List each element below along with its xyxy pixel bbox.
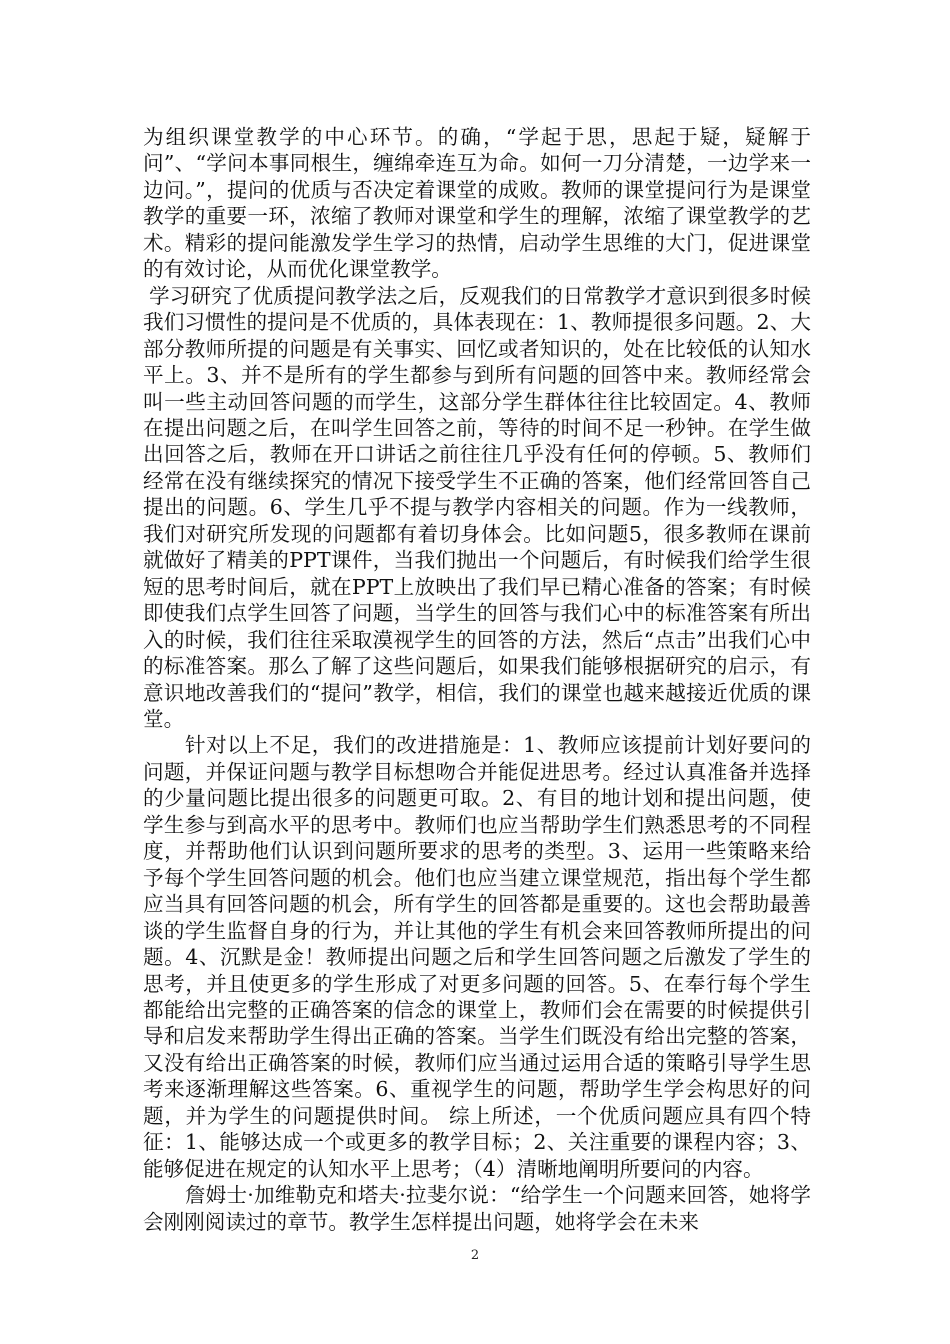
paragraph-2: 学习研究了优质提问教学法之后，反观我们的日常教学才意识到很多时候我们习惯性的提问是不优质的，具体表现在：1、教师提很多问题。2、大部分教师所提的问题是有关事实、回忆或者知识的，处在比较低的认知水平上。3、并不是所有的学生都参与到所有问题的回答中来。教师经常会叫一些主动回答问题的而学生，这部分学生群体往往比较固定。4、教师在提出问题之后，在叫学生回答之前，等待的时间不足一秒钟。在学生做出回答之后，教师在开口讲话之前往往几乎没有任何的停顿。5、教师们经常在没有继续探究的情况下接受学生不正确的答案，他们经常回答自己提出的问题。6、学生几乎不提与教学内容相关的问题。作为一线教师，我们对研究所发现的问题都有着切身体会。比如问题5，很多教师在课前就做好了精美的PPT课件，当我们抛出一个问题后，有时候我们给学生很短的思考时间后，就在PPT上放映出了我们早已精心准备的答案；有时候即使我们点学生回答了问题，当学生的回答与我们心中的标准答案有所出入的时候，我们往往采取漠视学生的回答的方法，然后“点击”出我们心中的标准答案。那么了解了这些问题后，如果我们能够根据研究的启示，有意识地改善我们的“提问”教学，相信，我们的课堂也越来越接近优质的课堂。 — [143, 283, 811, 731]
paragraph-3 — [143, 732, 811, 1182]
page-number: 2 — [470, 1248, 480, 1263]
paragraph-4: 詹姆士·加维勒克和塔夫·拉斐尔说：“给学生一个问题来回答，她将学会刚刚阅读过的章节。教学生怎样提出问题，她将学会在未来 — [143, 1183, 811, 1234]
body-text — [143, 124, 811, 1235]
paragraph-1: 为组织课堂教学的中心环节。的确，“学起于思，思起于疑，疑解于问”、“学问本事同根生，缠绵牵连互为命。如何一刀分清楚，一边学来一边问。”，提问的优质与否决定着课堂的成败。教师的课堂提问行为是课堂教学的重要一环，浓缩了教师对课堂和学生的理解，浓缩了课堂教学的艺术。精彩的提问能激发学生学习的热情，启动学生思维的大门，促进课堂的有效讨论，从而优化课堂教学。 — [143, 125, 811, 282]
paragraph-3-text: 针对以上不足，我们的改进措施是：1、教师应该提前计划好要问的问题，并保证问题与教学目标想吻合并能促进思考。经过认真准备并选择的少量问题比提出很多的问题更可取。2、有目的地计划和提出问题，使学生参与到高水平的思考中。教师们也应当帮助学生们熟悉思考的不同程度，并帮助他们认识到问题所要求的思考的类型。3、运用一些策略来给予每个学生回答问题的机会。他们也应当建立课堂规范，指出每个学生都应当具有回答问题的机会，所有学生的回答都是重要的。这也会帮助最善谈的学生监督自身的行为，并让其他的学生有机会来回答教师所提出的问题。4、沉默是金！教师提出问题之后和学生回答问题之后激发了学生的思考，并且使更多的学生形成了对更多问题的回答。5、在奉行每个学生都能给出完整的正确答案的信念的课堂上，教师们会在需要的时候提供引导和启发来帮助学生得出正确的答案。当学生们既没有给出完整的答案，又没有给出正确答案的时候，教师们应当通过运用合适的策略引导学生思考来逐渐理解这些答案。6、重视学生的问题，帮助学生学会构思好的问题，并为学生的问题提供时间。 综上所述，一个优质问题应具有四个特征：1、能够达成一个或更多的教学目标；2、关注重要的课程内容；3、能够促进在规定的认知水平上思考； — [143, 733, 811, 1181]
paragraph-3-tail: （4）清晰地阐明所要问的内容。 — [472, 1156, 764, 1181]
